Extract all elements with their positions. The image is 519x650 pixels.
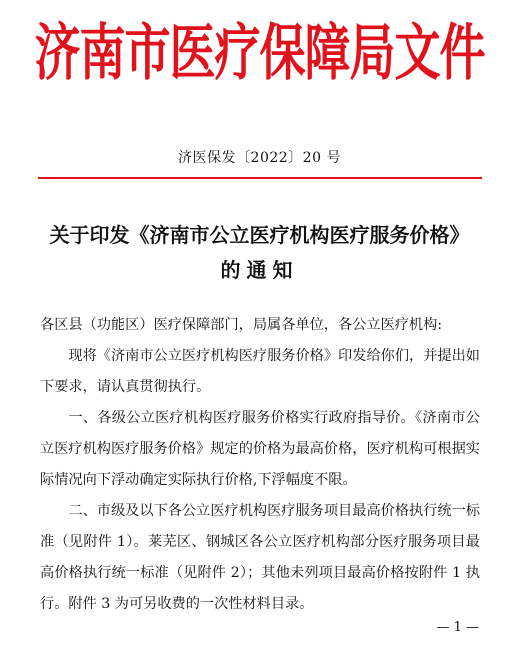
red-divider-rule <box>38 177 482 179</box>
document-number: 济医保发〔2022〕20 号 <box>178 150 341 166</box>
document-title-line-2: 的通知 <box>220 258 299 282</box>
body-paragraph-3: 二、市级及以下各公立医疗机构医疗服务项目最高价格执行统一标准（见附件 1）。莱芜区、钢城区各公立医疗机构部分医疗服务项目最高价格执行统一标准（见附件 2）；其他未列项目最高价格按附件 1 执行。附件 3 为可另收费的一次性材料目录。 <box>40 503 480 612</box>
body-paragraph-1: 现将《济南市公立医疗机构医疗服务价格》印发给你们，并提出如下要求，请认真贯彻执行。 <box>40 348 480 395</box>
body-paragraph-2: 一、各级公立医疗机构医疗服务价格实行政府指导价。《济南市公立医疗机构医疗服务价格》规定的价格为最高价格，医疗机构可根据实际情况向下浮动确定实际执行价格,下浮幅度不限。 <box>40 410 480 488</box>
salutation: 各区县（功能区）医疗保障部门，局属各单位，各公立医疗机构: <box>40 317 443 333</box>
document-title-line-1: 关于印发《济南市公立医疗机构医疗服务价格》 <box>49 223 470 247</box>
page-number: — 1 — <box>436 620 479 635</box>
document-masthead: 济南市医疗保障局文件 <box>34 16 485 88</box>
